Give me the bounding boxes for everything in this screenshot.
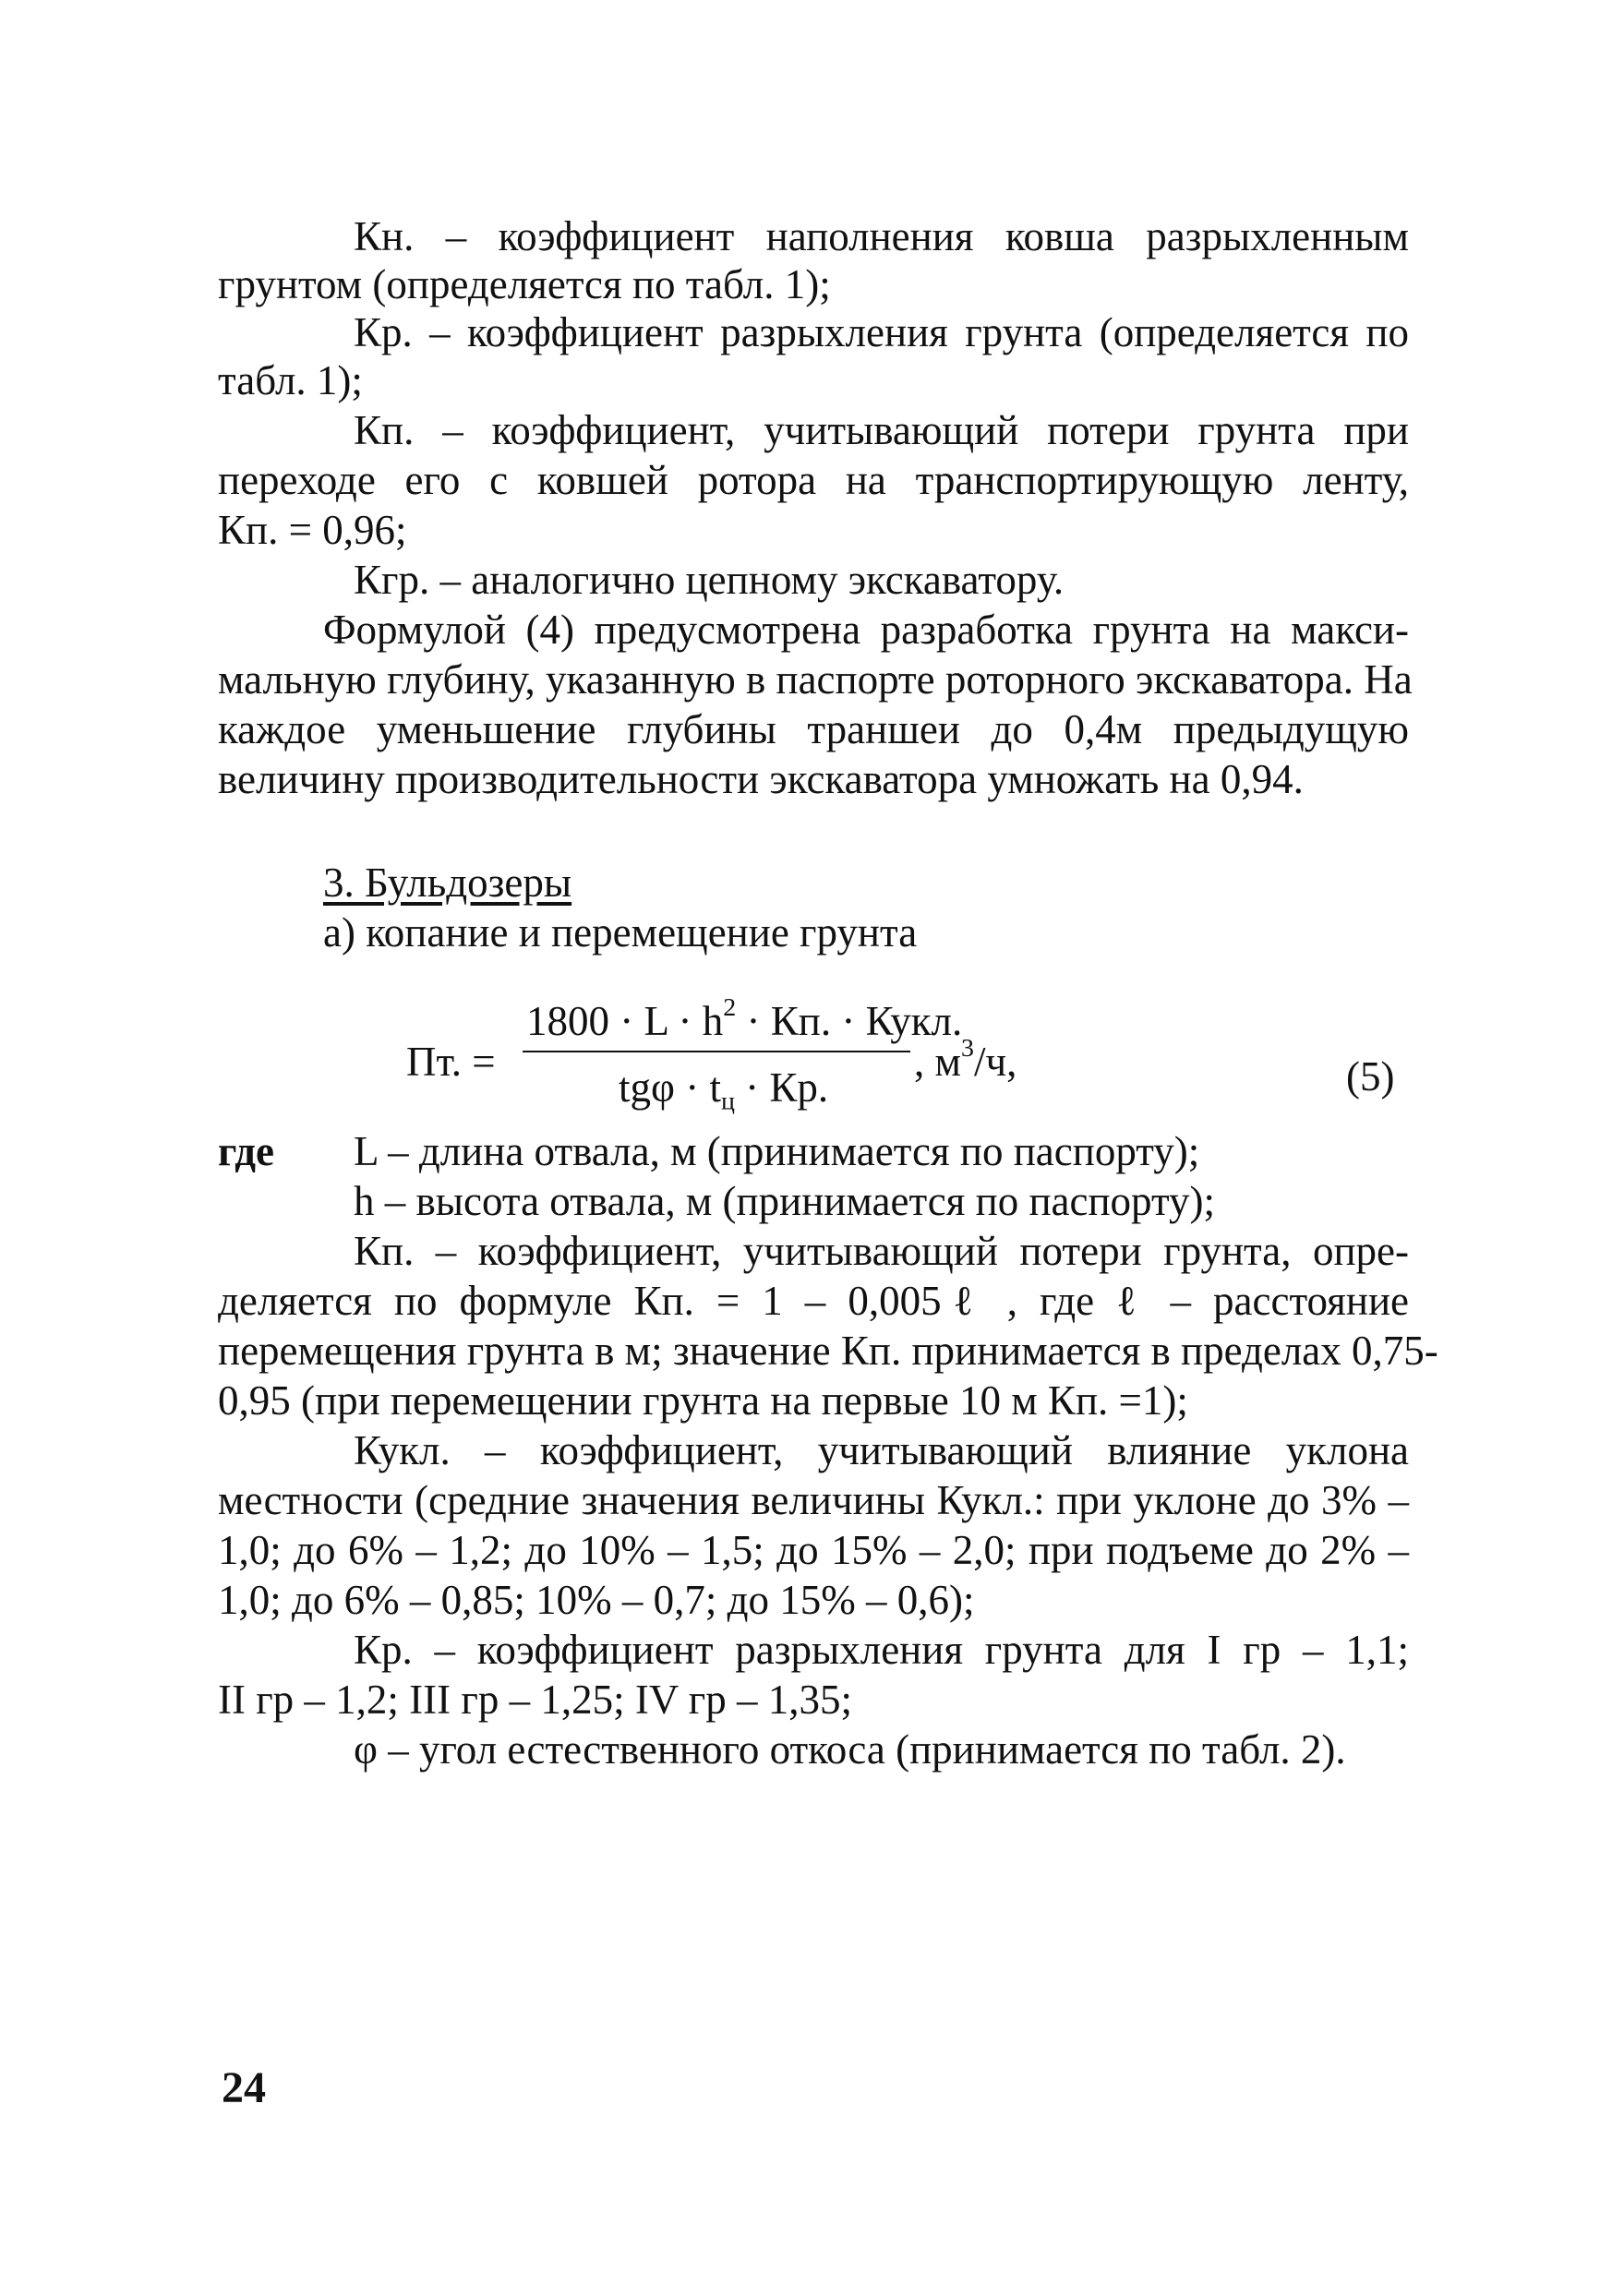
paragraph-kr-line-1: Кр. – коэффициент разрыхления грунта (определяется по [354,309,1409,355]
paragraph-kgr-line-1: Кгр. – аналогично цепному экскаватору. [354,557,1065,603]
definition-kp-line-4: 0,95 (при перемещении грунта на первые 10 м Кп. =1); [218,1377,1188,1424]
paragraph-kr-line-2: табл. 1); [218,357,363,403]
formula-numerator-exponent: 2 [723,993,737,1023]
definition-L: L – длина отвала, м (принимается по паспорту); [354,1128,1200,1174]
paragraph-kp-line-3: Кп. = 0,96; [218,507,407,553]
definition-kr-line-2: II гр – 1,2; III гр – 1,25; IV гр – 1,35; [218,1677,852,1723]
paragraph-kp-line-2: переходе его с ковшей ротора на транспортирующую ленту, [218,457,1409,503]
formula-number: (5) [1346,1053,1395,1100]
paragraph-kp-line-1: Кп. – коэффициент, учитывающий потери грунта при [354,407,1409,453]
formula-fraction-bar [523,1051,910,1052]
formula-denominator [619,1064,829,1116]
formula-denominator-part-a: tgφ · t [619,1064,721,1111]
paragraph-formula4-line-2: мальную глубину, указанную в паспорте роторного экскаватора. На [218,656,1413,703]
section-heading: 3. Бульдозеры [323,859,572,906]
paragraph-formula4-line-3: каждое уменьшение глубины траншеи до 0,4м предыдущую [218,706,1409,752]
formula-units [914,1034,1017,1086]
definition-kp-line-3: перемещения грунта в м; значение Кп. принимается в пределах 0,75- [218,1328,1438,1374]
formula-5 [406,993,1413,1136]
definition-kp-line-1: Кп. – коэффициент, учитывающий потери грунта, опре- [354,1228,1409,1274]
paragraph-formula4-line-1: Формулой (4) предусмотрена разработка грунта на макси- [323,607,1409,653]
formula-denominator-subscript: ц [720,1087,735,1116]
definition-h: h – высота отвала, м (принимается по паспорту); [354,1178,1216,1224]
definition-kr-line-1: Кр. – коэффициент разрыхления грунта для I гр – 1,1; [354,1627,1409,1673]
formula-numerator-part-a: 1800 · L · h [526,998,724,1044]
definition-phi: φ – угол естественного откоса (принимается по табл. 2). [354,1726,1346,1773]
paragraph-formula4-line-4: величину производительности экскаватора умножать на 0,94. [218,756,1304,802]
formula-lhs: Пт. = [406,1039,496,1085]
subheading: а) копание и перемещение грунта [323,909,918,956]
definition-kukl-line-1: Кукл. – коэффициент, учитывающий влияние уклона [354,1427,1409,1473]
formula-units-part-b: /ч, [973,1039,1017,1085]
definition-kukl-line-2: местности (средние значения величины Кукл.: при уклоне до 3% – [218,1477,1409,1523]
definition-kukl-line-3: 1,0; до 6% – 1,2; до 10% – 1,5; до 15% – 2,0; при подъеме до 2% – [218,1527,1409,1573]
where-label: где [218,1128,274,1174]
paragraph-kn-line-2: грунтом (определяется по табл. 1); [218,261,831,307]
paragraph-kn-line-1: Кн. – коэффициент наполнения ковша разрыхленным [354,213,1409,259]
definition-kp-line-2: деляется по формуле Кп. = 1 – 0,005ℓ , где ℓ – расстояние [218,1278,1409,1324]
formula-numerator-part-b: · Кп. · Кукл. [736,998,963,1044]
page-number: 24 [222,2063,266,2112]
formula-denominator-part-b: · Кр. [734,1064,829,1111]
definition-kukl-line-4: 1,0; до 6% – 0,85; 10% – 0,7; до 15% – 0,6); [218,1577,975,1623]
formula-units-exponent: 3 [960,1034,974,1064]
formula-units-part-a: , м [914,1039,961,1085]
